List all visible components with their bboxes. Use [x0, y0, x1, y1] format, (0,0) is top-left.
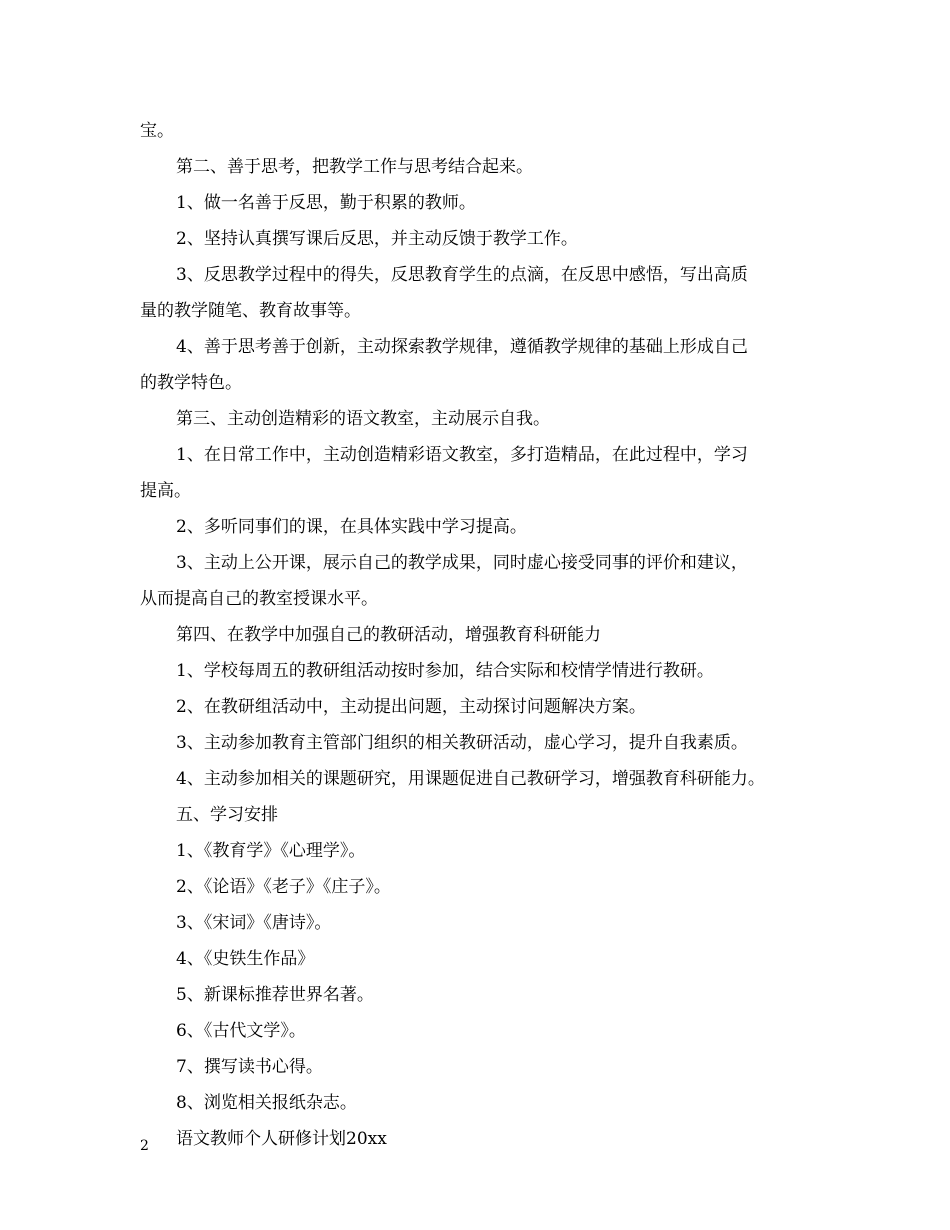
text-line: 1、在日常工作中，主动创造精彩语文教室，多打造精品，在此过程中，学习 — [176, 445, 748, 465]
text-line: 4、善于思考善于创新，主动探索教学规律，遵循教学规律的基础上形成自己 — [176, 337, 748, 357]
text-line: 五、学习安排 — [176, 805, 278, 825]
text-line: 2、多听同事们的课，在具体实践中学习提高。 — [176, 517, 527, 537]
text-line: 5、新课标推荐世界名著。 — [176, 985, 374, 1005]
text-line: 1、学校每周五的教研组活动按时参加，结合实际和校情学情进行教研。 — [176, 661, 714, 681]
text-line: 提高。 — [140, 481, 191, 501]
document-body — [140, 113, 820, 1157]
page-number: 2 — [140, 1138, 149, 1154]
text-line: 3、主动上公开课，展示自己的教学成果，同时虚心接受同事的评价和建议， — [176, 553, 748, 573]
text-line: 第二、善于思考，把教学工作与思考结合起来。 — [176, 157, 533, 177]
text-line: 4、《史铁生作品》 — [176, 949, 315, 969]
text-line: 3、主动参加教育主管部门组织的相关教研活动，虚心学习，提升自我素质。 — [176, 733, 748, 753]
text-line: 6、《古代文学》。 — [176, 1021, 306, 1041]
text-line: 1、做一名善于反思，勤于积累的教师。 — [176, 193, 476, 213]
text-line: 的教学特色。 — [140, 373, 242, 393]
text-line: 2、坚持认真撰写课后反思，并主动反馈于教学工作。 — [176, 229, 578, 249]
text-line: 4、主动参加相关的课题研究，用课题促进自己教研学习，增强教育科研能力。 — [176, 769, 765, 789]
text-line: 1、《教育学》《心理学》。 — [176, 841, 366, 861]
text-line: 7、撰写读书心得。 — [176, 1057, 323, 1077]
text-line: 3、反思教学过程中的得失，反思教育学生的点滴，在反思中感悟，写出高质 — [176, 265, 748, 285]
text-line: 2、《论语》《老子》《庄子》。 — [176, 877, 391, 897]
text-line: 8、浏览相关报纸杂志。 — [176, 1093, 357, 1113]
text-line: 2、在教研组活动中，主动提出问题，主动探讨问题解决方案。 — [176, 697, 646, 717]
text-line: 量的教学随笔、教育故事等。 — [140, 301, 361, 321]
text-line: 第四、在教学中加强自己的教研活动，增强教育科研能力 — [176, 625, 601, 645]
text-line: 第三、主动创造精彩的语文教室，主动展示自我。 — [176, 409, 550, 429]
text-line: 语文教师个人研修计划20xx — [176, 1129, 387, 1149]
text-line: 3、《宋词》《唐诗》。 — [176, 913, 332, 933]
text-line: 从而提高自己的教室授课水平。 — [140, 589, 378, 609]
text-line: 宝。 — [140, 121, 174, 141]
